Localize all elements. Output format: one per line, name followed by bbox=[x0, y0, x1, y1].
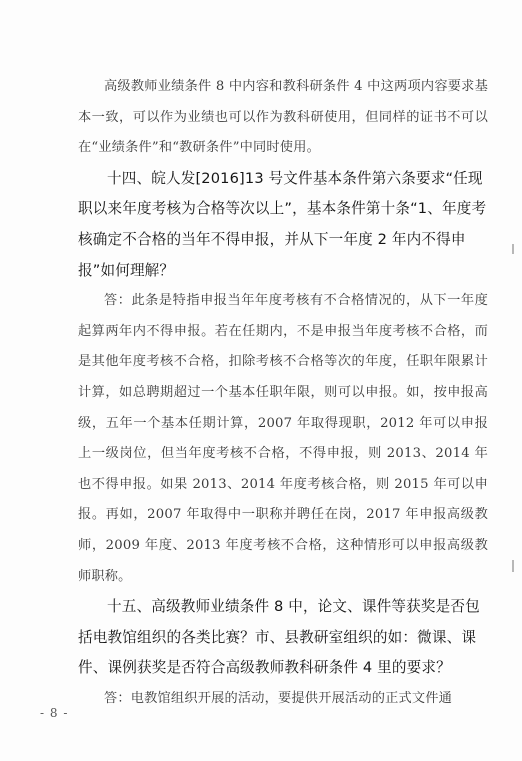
answer-paragraph-14: 答：此条是特指申报当年年度考核有不合格情况的，从下一年度起算两年内不得申报。若在任期内，不是申报当年度考核不合格，而是其他年度考核不合格，扣除考核不合格等次的年度，任职年限累计计算，如总聘期超过一个基本任职年限，则可以申报。如，按申报高级，五年一个基本任期计算，2007 年取得现职，2012 年可以申报上一级岗位，但当年度考核不合格，不得申报，则 2013、2014 年也不得申报。如果 2013、2014 年度考核合格，则 2015 年可以申报。再如，2007 年取得中一职称并聘任在岗，2017 年申报高级教师，2009 年度、2013 年度考核不合格，这种情形可以申报高级教师职称。 bbox=[78, 293, 488, 584]
scan-edge-mark bbox=[512, 244, 514, 254]
paragraph-performance-conditions: 高级教师业绩条件 8 中内容和教科研条件 4 中这两项内容要求基本一致，可以作为业绩也可以作为教科研使用，但同样的证书不可以在“业绩条件”和“教研条件”中同时使用。 bbox=[78, 79, 488, 156]
page-number: - 8 - bbox=[40, 706, 69, 720]
answer-paragraph-15: 答：电教馆组织开展的活动，要提供开展活动的正式文件通 bbox=[104, 690, 453, 706]
question-heading-14: 十四、皖人发[2016]13 号文件基本条件第六条要求“任现职以来年度考核为合格等次以上”，基本条件第十条“1、年度考核确定不合格的当年不得申报，并从下一年度 2 年内不得申报”如何理解？ bbox=[78, 169, 487, 279]
question-heading-15: 十五、高级教师业绩条件 8 中，论文、课件等获奖是否包括电教馆组织的各类比赛？市、县教研室组织的如：微课、课件、课例获奖是否符合高级教师教科研条件 4 里的要求？ bbox=[78, 598, 480, 677]
scan-edge-mark bbox=[512, 560, 514, 572]
document-body bbox=[78, 72, 488, 714]
